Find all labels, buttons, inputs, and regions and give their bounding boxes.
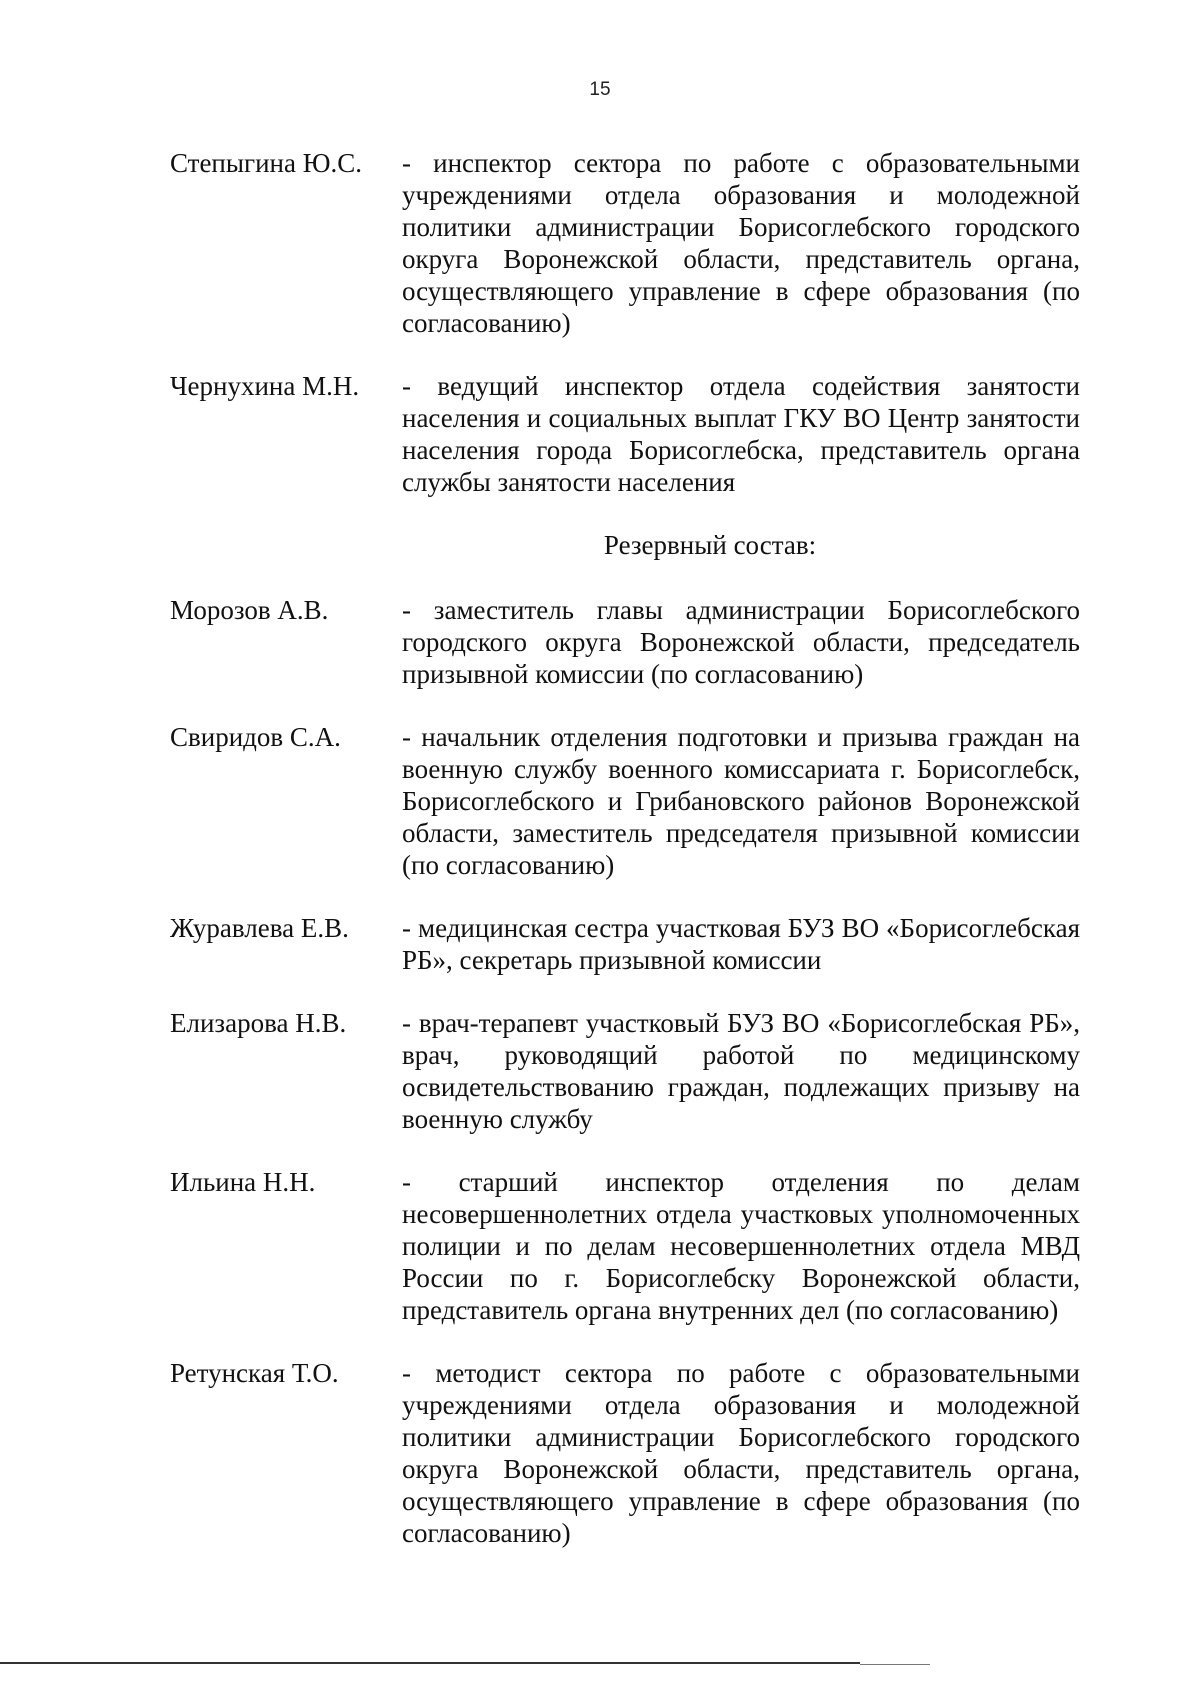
member-description: - врач-терапевт участковый БУЗ ВО «Борисоглебская РБ», врач, руководящий работой по медицинскому освидетельствованию граждан, подлежащих призыву на военную службу [402,1008,1080,1134]
member-name: Ретунская Т.О. [170,1358,339,1388]
member-description: - медицинская сестра участковая БУЗ ВО «Борисоглебская РБ», секретарь призывной комиссии [402,913,1080,975]
member-name: Чернухина М.Н. [170,371,360,401]
member-name: Ильина Н.Н. [170,1167,316,1197]
reserve-member-entry [170,1357,1080,1549]
commission-list [170,147,1080,1580]
member-entry [170,370,1080,498]
member-description: - старший инспектор отделения по делам несовершеннолетних отдела участковых уполномоченных полиции и по делам несовершеннолетних отдела МВД России по г. Борисоглебску Воронежской области, представитель органа внутренних дел (по согласованию) [402,1167,1080,1325]
page-number: 15 [589,79,611,100]
member-description: - заместитель главы администрации Борисоглебского городского округа Воронежской области, председатель призывной комиссии (по согласованию) [402,595,1080,689]
member-name: Степыгина Ю.С. [170,148,362,178]
member-description: - начальник отделения подготовки и призыва граждан на военную службу военного комиссариата г. Борисоглебск, Борисоглебского и Грибановского районов Воронежской области, заместитель председателя призывной комиссии (по согласованию) [402,722,1080,880]
member-entry [170,147,1080,339]
reserve-member-entry [170,912,1080,976]
reserve-member-entry [170,1007,1080,1135]
reserve-section-title: Резервный состав: [603,530,817,560]
reserve-member-entry [170,594,1080,690]
member-name: Журавлева Е.В. [170,913,349,943]
reserve-member-entry [170,721,1080,881]
member-description: - ведущий инспектор отдела содействия занятости населения и социальных выплат ГКУ ВО Центр занятости населения города Борисоглебска, представитель органа службы занятости населения [402,371,1080,497]
member-description: - методист сектора по работе с образовательными учреждениями отдела образования и молодежной политики администрации Борисоглебского городского округа Воронежской области, представитель органа, осуществляющего управление в сфере образования (по согласованию) [402,1358,1080,1548]
scan-edge-line-faint [860,1664,930,1665]
reserve-member-entry [170,1166,1080,1326]
member-name: Елизарова Н.В. [170,1008,347,1038]
member-name: Морозов А.В. [170,595,329,625]
member-name: Свиридов С.А. [170,722,341,752]
member-description: - инспектор сектора по работе с образовательными учреждениями отдела образования и молодежной политики администрации Борисоглебского городского округа Воронежской области, представитель органа, осуществляющего управление в сфере образования (по согласованию) [402,148,1080,338]
scan-edge-line [0,1662,860,1664]
